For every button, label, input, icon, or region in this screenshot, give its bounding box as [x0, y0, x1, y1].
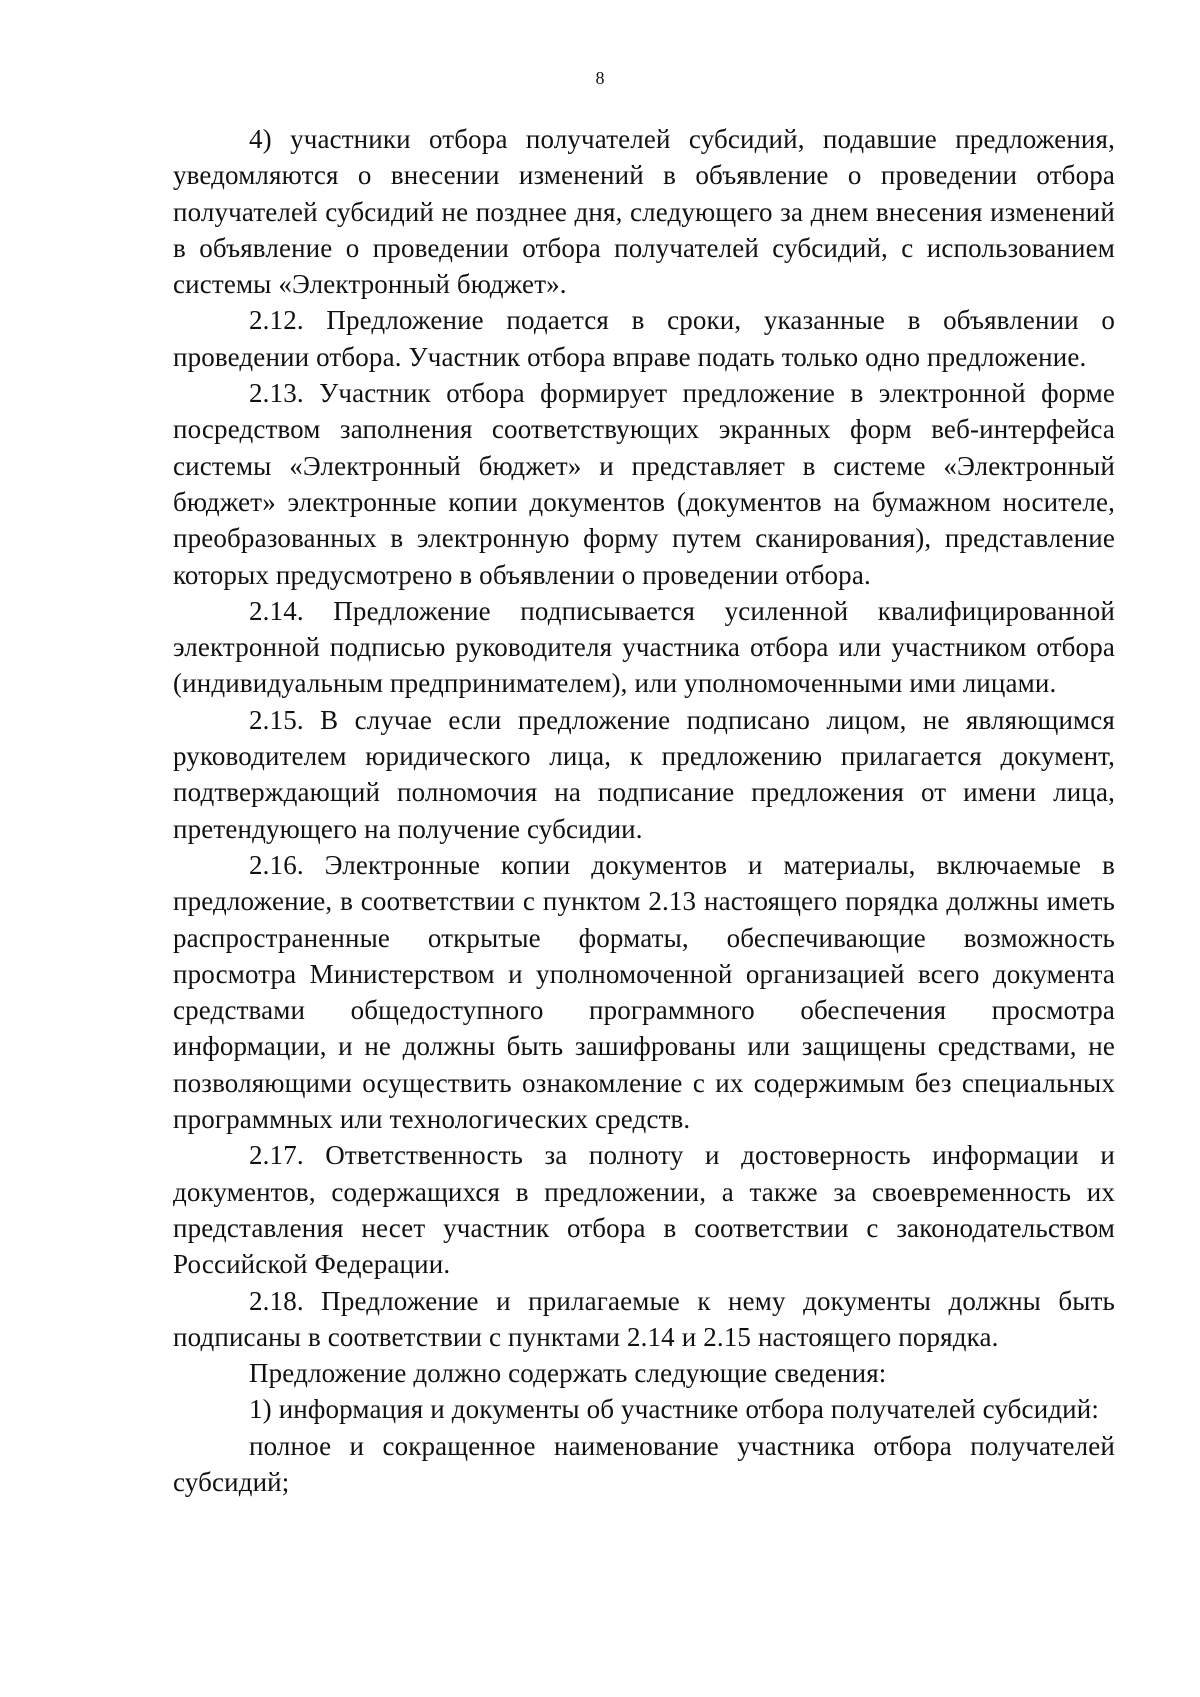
paragraph-2-17: 2.17. Ответственность за полноту и достоверность информации и документов, содержащихся в предложении, а также за своевременность их представления несет участник отбора в соответствии с законодательством Российской Федерации. — [173, 1140, 1115, 1280]
paragraph-2-18: 2.18. Предложение и прилагаемые к нему документы должны быть подписаны в соответствии с пунктами 2.14 и 2.15 настоящего порядка. — [173, 1285, 1115, 1352]
paragraph-2-12: 2.12. Предложение подается в сроки, указанные в объявлении о проведении отбора. Участник отбора вправе подать только одно предложение. — [173, 305, 1115, 372]
paragraph-participants-notification: 4) участники отбора получателей субсидий, подавшие предложения, уведомляются о внесении изменений в объявление о проведении отбора получателей субсидий не позднее дня, следующего за днем внесения изменений в объявление о проведении отбора получателей субсидий, с использованием системы «Электронный бюджет». — [173, 124, 1115, 300]
paragraph-participant-name: полное и сокращенное наименование участника отбора получателей субсидий; — [173, 1430, 1115, 1497]
paragraph-required-info-intro: Предложение должно содержать следующие сведения: — [249, 1358, 887, 1389]
paragraph-participant-info: 1) информация и документы об участнике отбора получателей субсидий: — [249, 1394, 1100, 1425]
paragraph-2-16: 2.16. Электронные копии документов и материалы, включаемые в предложение, в соответствии с пунктом 2.13 настоящего порядка должны иметь распространенные открытые форматы, обеспечивающие возможность просмотра Министерством и уполномоченной организацией всего документа средствами общедоступного программного обеспечения просмотра информации, и не должны быть зашифрованы или защищены средствами, не позволяющими осуществить ознакомление с их содержимым без специальных программных или технологических средств. — [173, 849, 1115, 1135]
page-number: 8 — [595, 68, 605, 88]
paragraph-2-13: 2.13. Участник отбора формирует предложение в электронной форме посредством заполнения соответствующих экранных форм веб-интерфейса системы «Электронный бюджет» и представляет в системе «Электронный бюджет» электронные копии документов (документов на бумажном носителе, преобразованных в электронную форму путем сканирования), представление которых предусмотрено в объявлении о проведении отбора. — [173, 378, 1115, 590]
paragraph-2-14: 2.14. Предложение подписывается усиленной квалифицированной электронной подписью руководителя участника отбора или участником отбора (индивидуальным предпринимателем), или уполномоченными ими лицами. — [173, 595, 1115, 699]
document-body — [173, 121, 1115, 1500]
paragraph-2-15: 2.15. В случае если предложение подписано лицом, не являющимся руководителем юридического лица, к предложению прилагается документ, подтверждающий полномочия на подписание предложения от имени лица, претендующего на получение субсидии. — [173, 704, 1115, 844]
